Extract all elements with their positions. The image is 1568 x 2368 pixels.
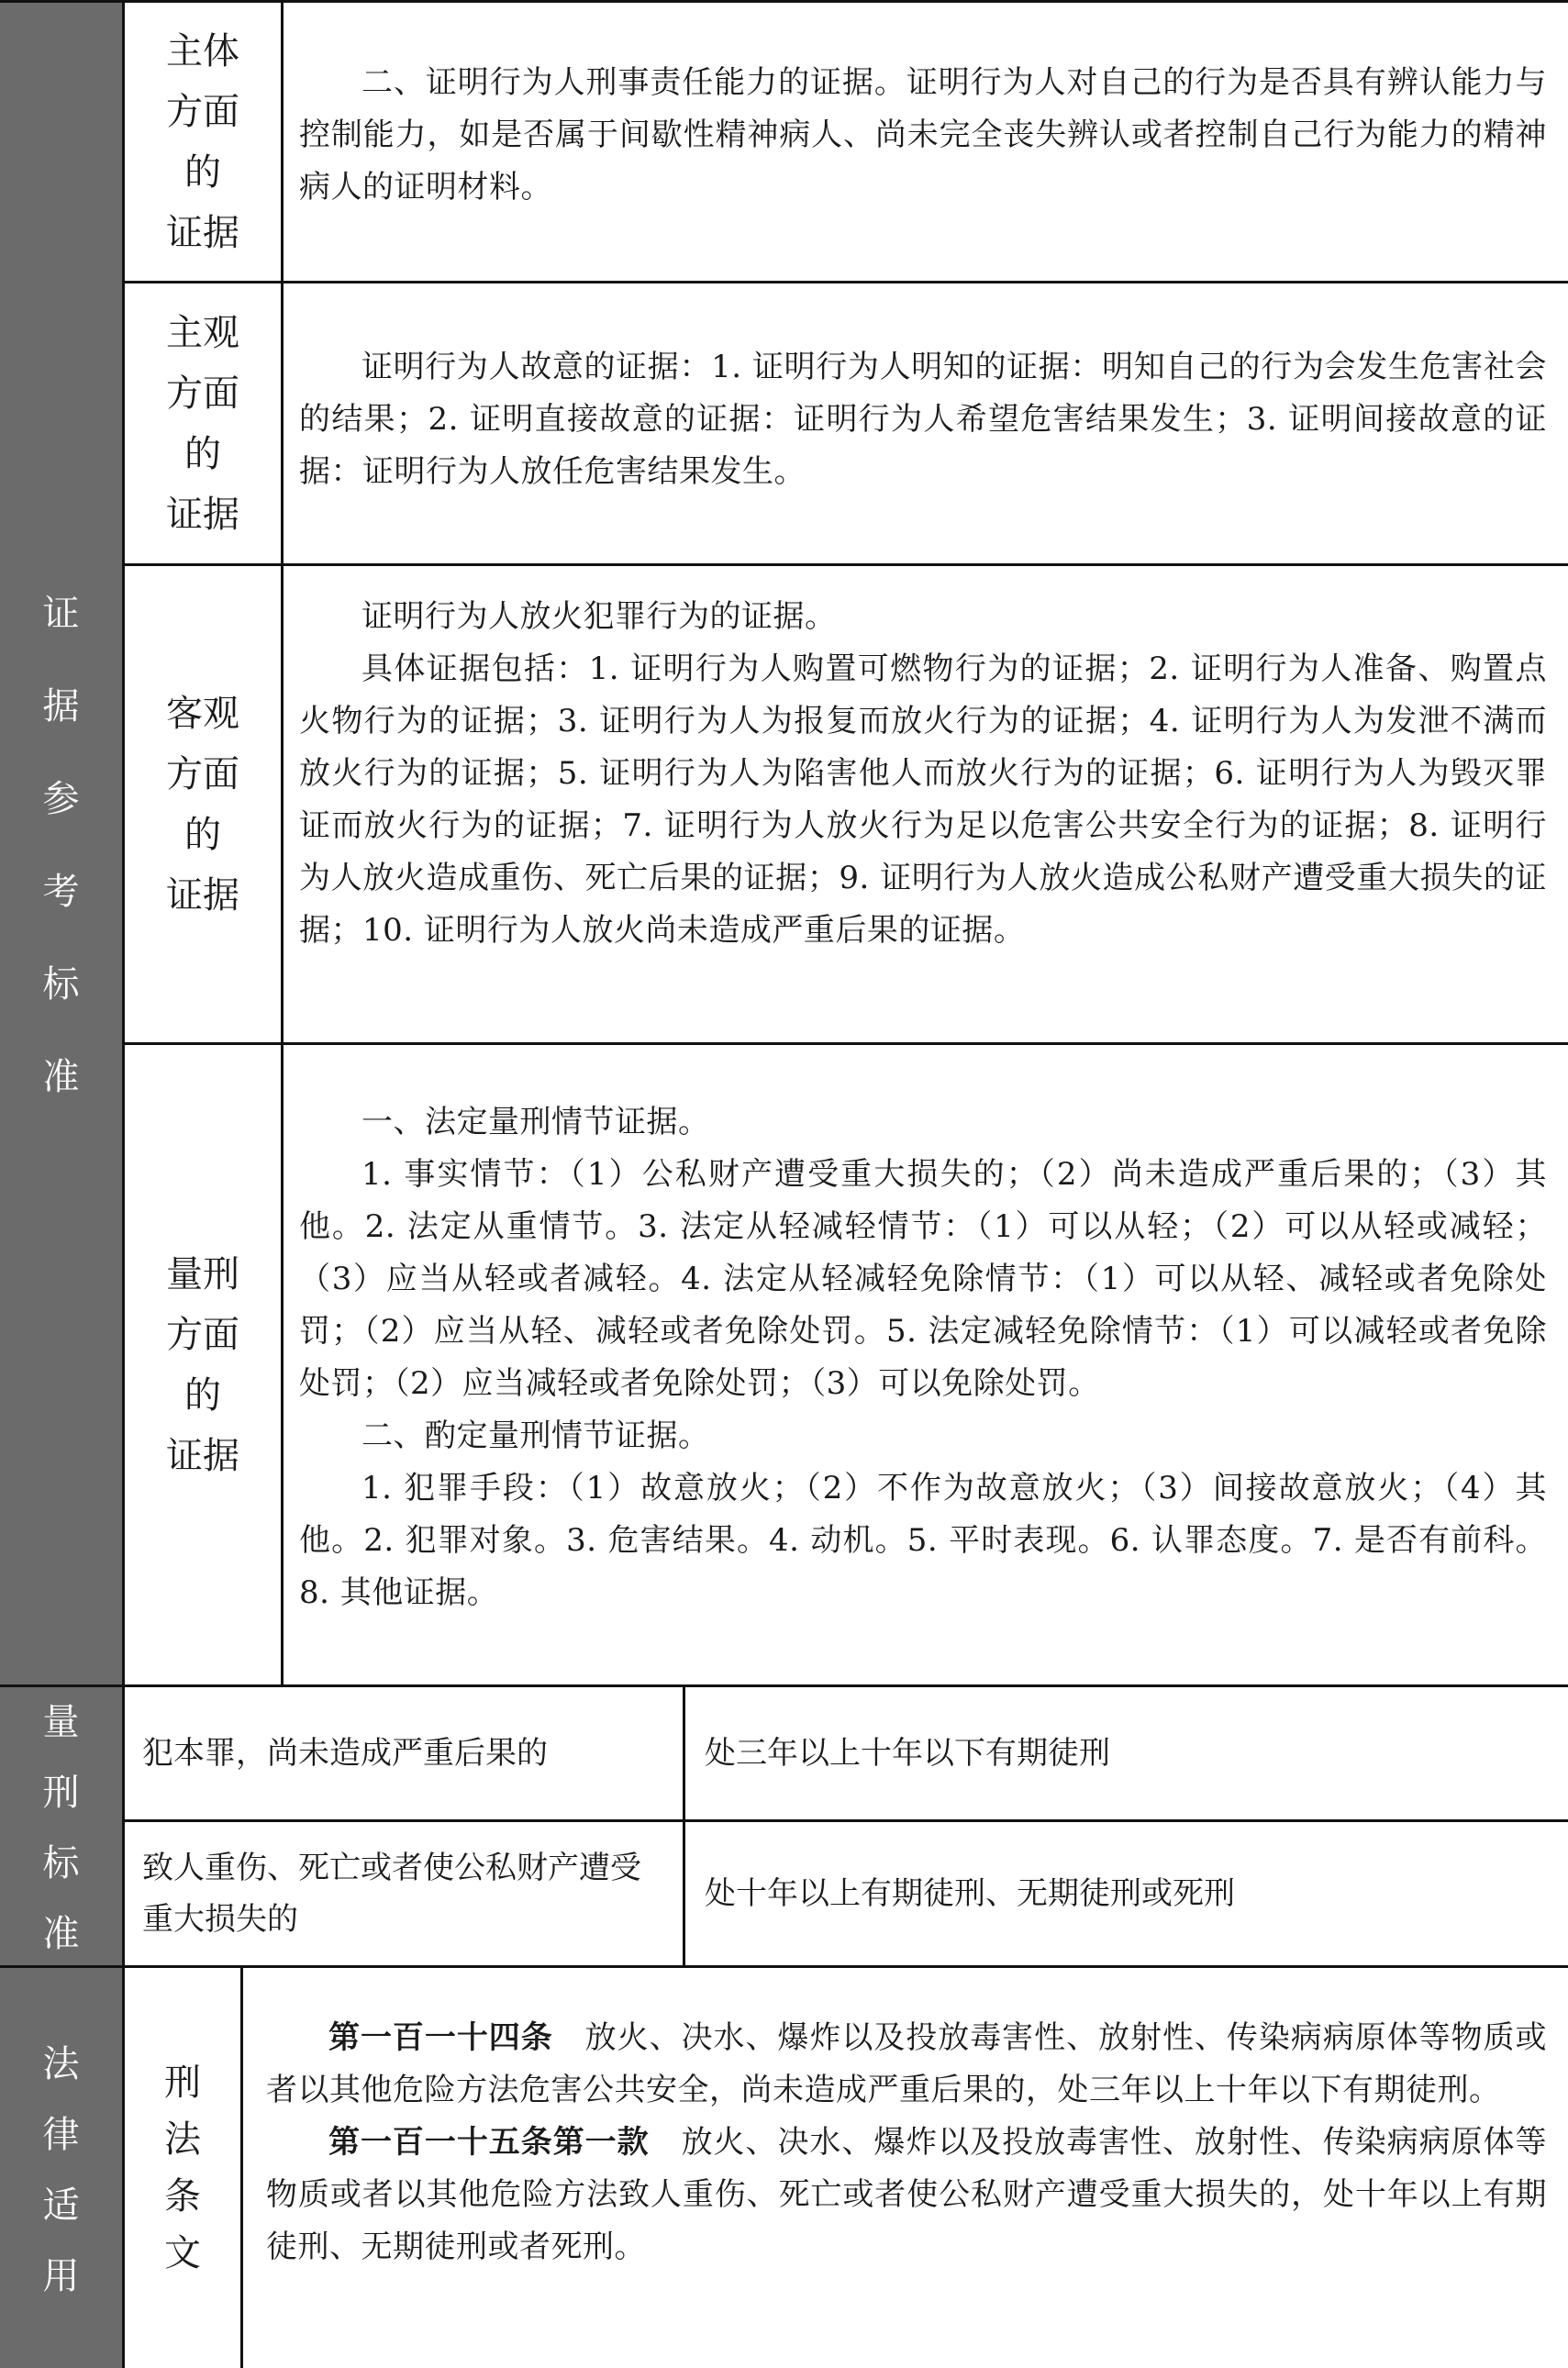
side-char: 刑 [42,1772,80,1814]
row-content-objective [299,591,1547,957]
paragraph: 二、证明行为人刑事责任能力的证据。证明行为人对自己的行为是否具有辨认能力与控制能力，如是否属于间歇性精神病人、尚未完全丧失辨认或者控制自己行为能力的精神病人的证明材料。 [299,64,1547,206]
row-content-sentencing-evidence [299,1096,1547,1619]
sentencing-penalty-2: 处十年以上有期徒刑、无期徒刑或死刑 [705,1875,1235,1912]
row-label-sentencing-evidence: 量刑 方面 的 证据 [166,1252,239,1477]
paragraph: 1. 事实情节：（1）公私财产遭受重大损失的；（2）尚未造成严重后果的；（3）其他。2. 法定从重情节。3. 法定从轻减轻情节：（1）可以从轻；（2）可以从轻或减轻；（3）应当从轻或者减轻。4. 法定从轻减轻免除情节：（1）可以从轻、减轻或者免除处罚；（2）应当从轻、减轻或者免除处罚。5. 法定减轻免除情节：（1）可以减轻或者免除处罚；（2）应当减轻或者免除处罚；（3）可以免除处罚。 [299,1156,1547,1402]
paragraph: 具体证据包括：1. 证明行为人购置可燃物行为的证据；2. 证明行为人准备、购置点火物行为的证据；3. 证明行为人为报复而放火行为的证据；4. 证明行为人为发泄不满而放火行为的证据；5. 证明行为人为陷害他人而放火行为的证据；6. 证明行为人为毁灭罪证而放火行为的证据；7. 证明行为人放火行为足以危害公共安全行为的证据；8. 证明行为人放火造成重伤、死亡后果的证据；9. 证明行为人放火造成公私财产遭受重大损失的证据；10. 证明行为人放火尚未造成严重后果的证据。 [299,650,1547,949]
side-char: 参 [42,778,80,820]
side-char: 据 [42,685,80,728]
side-char: 量 [42,1701,80,1743]
paragraph: 1. 犯罪手段：（1）故意放火；（2）不作为故意放火；（3）间接故意放火；（4）其他。2. 犯罪对象。3. 危害结果。4. 动机。5. 平时表现。6. 认罪态度。7. 是否有前科。8. 其他证据。 [299,1470,1547,1611]
paragraph: 一、法定量刑情节证据。 [361,1104,710,1140]
article-paragraph [266,2012,1547,2117]
law-side-label [43,2035,80,2299]
article-text: 放火、决水、爆炸以及投放毒害性、放射性、传染病病原体等物质或者以其他危险方法致人重伤、死亡或者使公私财产遭受重大损失的，处十年以上有期徒刑、无期徒刑或者死刑。 [266,2124,1548,2265]
divider [122,281,1568,283]
article-title: 第一百一十四条 [328,2019,553,2056]
divider [122,563,1568,566]
row-content-subject [299,57,1547,214]
sentencing-side-column [0,1684,125,1965]
side-char: 证 [42,593,80,635]
divider [122,1042,1568,1045]
paragraph: 证明行为人故意的证据：1. 证明行为人明知的证据：明知自己的行为会发生危害社会的结果；2. 证明直接故意的证据：证明行为人希望危害结果发生；3. 证明间接故意的证据：证明行为人放任危害结果发生。 [299,349,1547,490]
sentencing-penalty-1: 处三年以上十年以下有期徒刑 [705,1735,1110,1772]
row-label-objective: 客观 方面 的 证据 [166,692,239,917]
evidence-side-label [43,584,80,1100]
row-label-subject: 主体 方面 的 证据 [166,29,239,254]
evidence-side-column [0,0,125,1684]
article-paragraph [266,2117,1547,2274]
divider [683,1684,685,1965]
paragraph: 证明行为人放火犯罪行为的证据。 [361,598,837,635]
divider [281,0,284,1684]
side-char: 律 [42,2113,80,2156]
row-content-subjective [299,341,1547,498]
side-char: 标 [42,963,80,1006]
article-title: 第一百一十五条第一款 [328,2124,650,2161]
side-char: 法 [42,2042,80,2085]
law-articles-label: 刑 法 条 文 [164,2062,201,2274]
divider [240,1965,243,2368]
side-char: 标 [42,1842,80,1884]
article-text: 放火、决水、爆炸以及投放毒害性、放射性、传染病病原体等物质或者以其他危险方法危害公共安全，尚未造成严重后果的，处三年以上十年以下有期徒刑。 [266,2019,1548,2108]
law-side-column [0,1965,125,2368]
row-label-subjective: 主观 方面 的 证据 [166,311,239,536]
side-char: 用 [42,2254,80,2297]
side-char: 考 [42,871,80,913]
side-char: 准 [42,1056,80,1098]
sentencing-side-label [43,1693,80,1957]
sentencing-condition-1: 犯本罪，尚未造成严重后果的 [142,1735,548,1772]
sentencing-condition-2: 致人重伤、死亡或者使公私财产遭受重大损失的 [142,1850,641,1938]
paragraph: 二、酌定量刑情节证据。 [361,1417,710,1454]
side-char: 适 [42,2184,80,2227]
law-articles-content [266,2012,1547,2274]
side-char: 准 [42,1913,80,1955]
